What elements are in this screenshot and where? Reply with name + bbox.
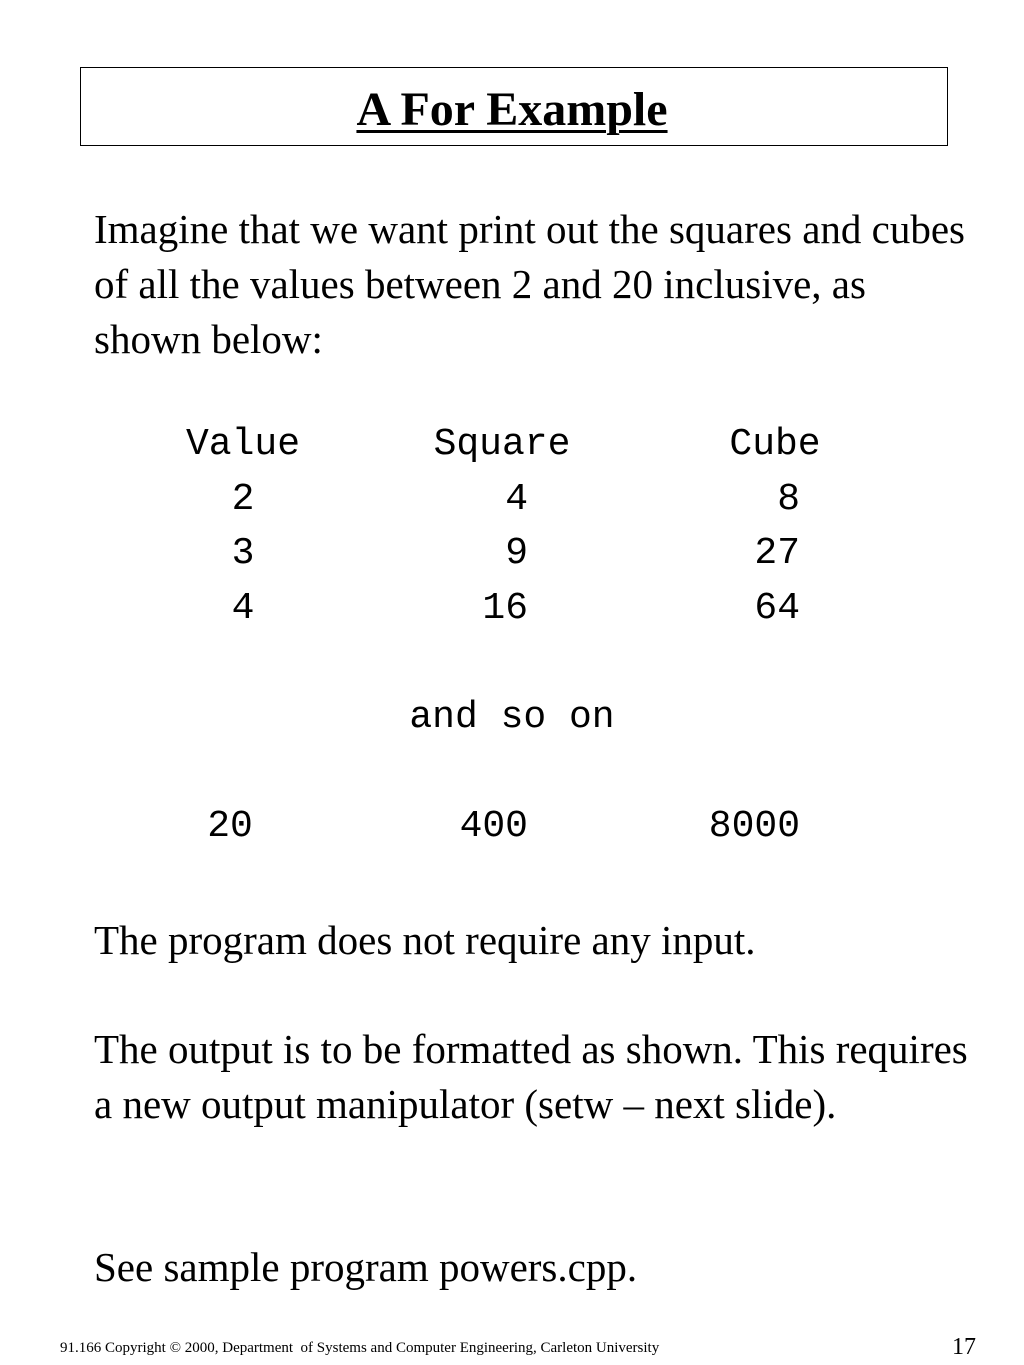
- table-cell: 8000: [708, 805, 800, 848]
- format-note-paragraph: The output is to be formatted as shown. This requires a new output manipulator (setw – next slide).: [94, 1026, 968, 1127]
- and-so-on-text: and so on: [409, 696, 615, 739]
- table-cell: 20: [207, 805, 253, 848]
- table-cell: 2: [231, 478, 255, 521]
- see-sample-paragraph: See sample program powers.cpp.: [94, 1244, 638, 1290]
- table-cell: 4: [505, 478, 528, 521]
- table-cell: 9: [505, 532, 528, 575]
- slide-title: A For Example: [356, 83, 668, 136]
- no-input-paragraph: The program does not require any input.: [94, 917, 756, 963]
- table-cell: 64: [754, 587, 800, 630]
- table-cell: 3: [231, 532, 255, 575]
- table-cell: 16: [482, 587, 528, 630]
- footer-copyright: 91.166 Copyright © 2000, Department of Systems and Computer Engineering, Carleton University: [60, 1340, 660, 1356]
- header-value: Value: [185, 423, 301, 466]
- page-number: 17: [952, 1334, 976, 1360]
- table-cell: 4: [231, 587, 255, 630]
- table-cell: 400: [459, 805, 528, 848]
- header-cube: Cube: [729, 423, 821, 466]
- intro-paragraph: Imagine that we want print out the squares and cubes of all the values between 2 and 20 inclusive, as shown below:: [94, 206, 965, 362]
- table-cell: 27: [754, 532, 800, 575]
- table-cell: 8: [777, 478, 800, 521]
- header-square: Square: [433, 423, 571, 466]
